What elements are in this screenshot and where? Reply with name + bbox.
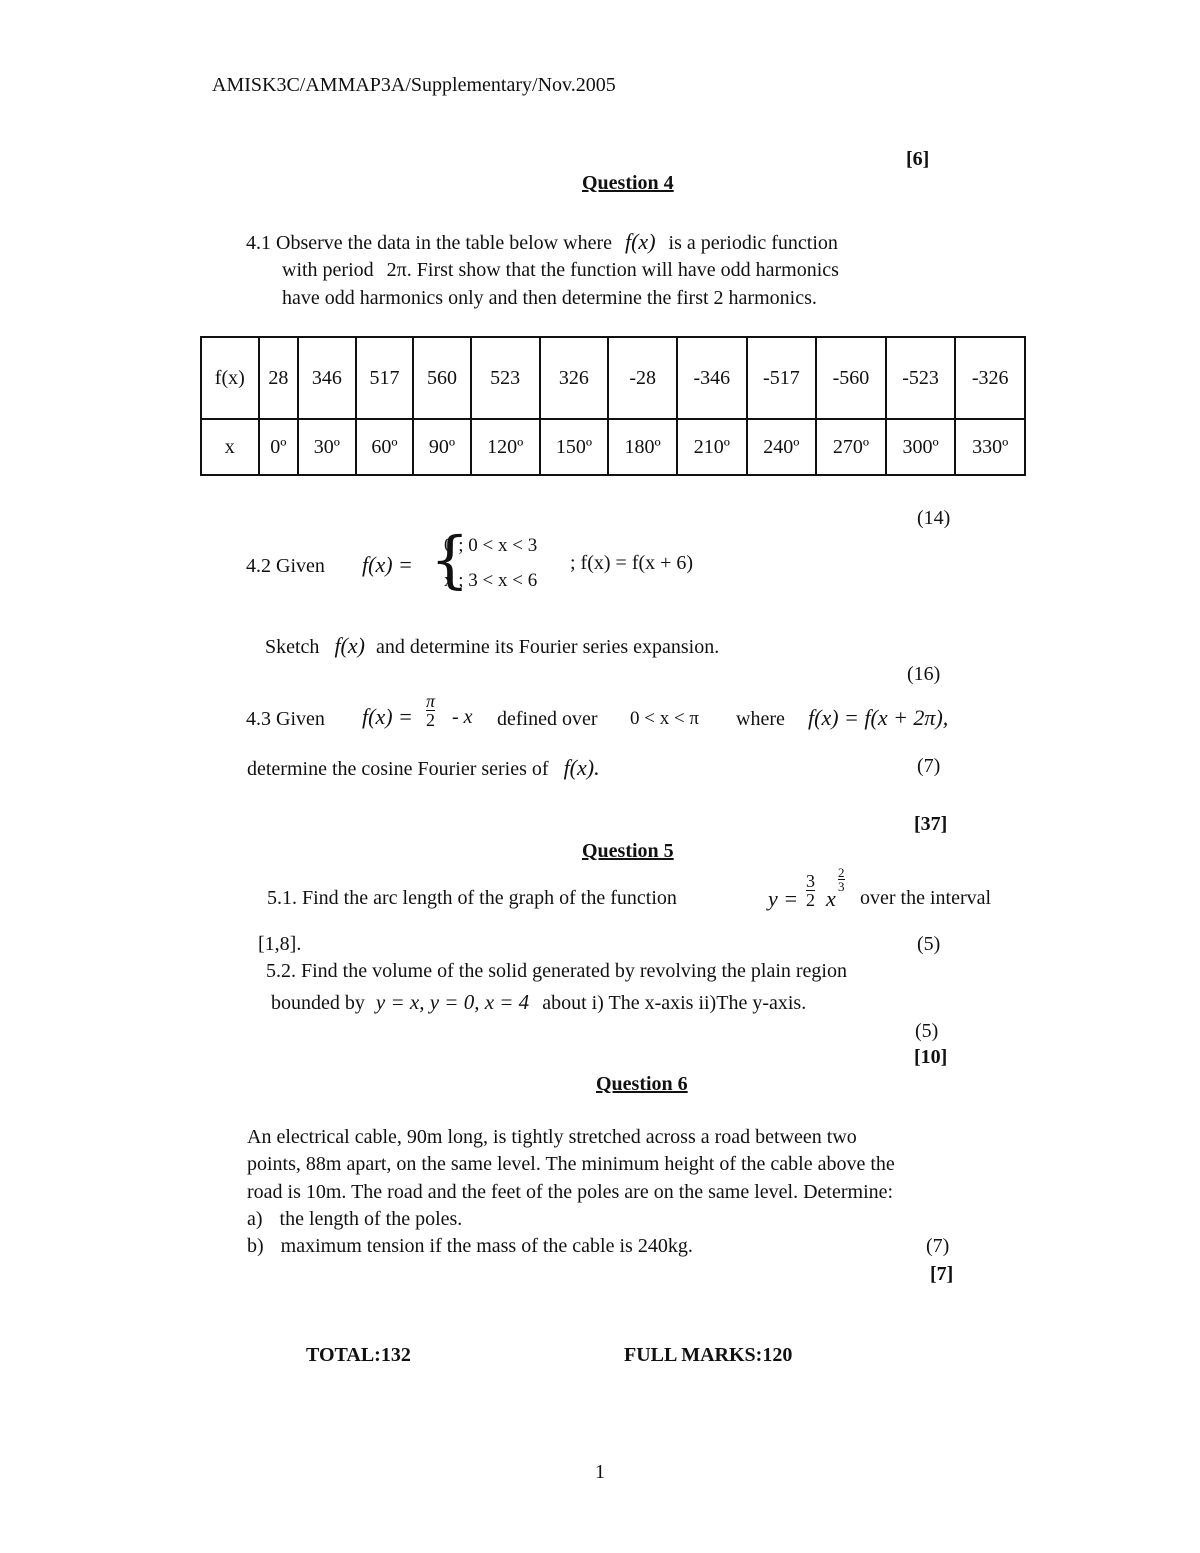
table-cell: 517 xyxy=(356,337,414,419)
table-cell: -560 xyxy=(816,337,886,419)
q43-line2 xyxy=(247,755,600,781)
table-cell: 240º xyxy=(747,419,817,475)
table-cell: 330º xyxy=(955,419,1025,475)
q52-text-b: about i) The x-axis ii)The y-axis. xyxy=(542,992,807,1014)
table-cell: 346 xyxy=(298,337,356,419)
q42-case1: 0 ; 0 < x < 3 xyxy=(444,535,538,556)
exam-total: TOTAL:132 xyxy=(306,1344,411,1366)
q42-sketch-line xyxy=(265,633,719,659)
q51-x: x xyxy=(826,886,836,911)
q41-line1 xyxy=(246,229,838,255)
mark-4-2: (16) xyxy=(907,663,941,685)
q6-item-b xyxy=(247,1235,693,1258)
q52-line2 xyxy=(271,990,806,1015)
mark-5-2: (5) xyxy=(915,1020,939,1042)
q43-defined: defined over xyxy=(497,708,598,730)
table-cell: 60º xyxy=(356,419,414,475)
q6-item-a-label: a) xyxy=(247,1208,263,1230)
q6-line1: An electrical cable, 90m long, is tightly stretched across a road between two xyxy=(247,1126,857,1148)
page-number: 1 xyxy=(595,1461,605,1483)
fraction-numerator: π xyxy=(426,691,436,711)
question-6-total: [7] xyxy=(930,1263,954,1285)
table-row-x xyxy=(201,419,1025,475)
full-marks: FULL MARKS:120 xyxy=(624,1344,793,1366)
table-cell: 180º xyxy=(608,419,677,475)
q41-text-b: is a periodic function xyxy=(668,232,838,254)
table-cell: -28 xyxy=(608,337,677,419)
q42-sketch-fx: f(x) xyxy=(334,633,365,658)
three-halves-fraction xyxy=(806,872,815,909)
fraction-denominator: 2 xyxy=(426,710,436,730)
q6-item-b-label: b) xyxy=(247,1235,264,1257)
mark-6: (7) xyxy=(926,1235,950,1257)
q51-text: 5.1. Find the arc length of the graph of the function xyxy=(267,887,677,909)
q43-periodic: f(x) = f(x + 2π), xyxy=(808,705,949,730)
table-cell: 30º xyxy=(298,419,356,475)
q52-line1: 5.2. Find the volume of the solid generated by revolving the plain region xyxy=(266,960,847,982)
table-cell: 210º xyxy=(677,419,747,475)
period-value: 2π. xyxy=(386,259,412,281)
table-cell: 523 xyxy=(471,337,540,419)
q42-periodicity: ; f(x) = f(x + 6) xyxy=(570,552,694,574)
q6-line2: points, 88m apart, on the same level. The minimum height of the cable above the xyxy=(247,1153,895,1175)
q41-text-d: First show that the function will have odd harmonics xyxy=(416,259,839,281)
q6-item-a xyxy=(247,1208,462,1231)
q43-line2-text: determine the cosine Fourier series of xyxy=(247,758,549,780)
q6-line3: road is 10m. The road and the feet of the poles are on the same level. Determine: xyxy=(247,1181,894,1203)
table-row-fx xyxy=(201,337,1025,419)
q51-interval: [1,8]. xyxy=(258,933,302,955)
document-header-code: AMISK3C/AMMAP3A/Supplementary/Nov.2005 xyxy=(212,74,616,96)
q43-where: where xyxy=(736,708,785,730)
table-cell: 150º xyxy=(540,419,609,475)
table-cell: 326 xyxy=(540,337,609,419)
q41-line2 xyxy=(282,259,839,282)
q43-line2-fx: f(x). xyxy=(563,755,600,780)
q43-minus-x: - x xyxy=(452,706,473,728)
table-cell-label: f(x) xyxy=(201,337,259,419)
fx-symbol: f(x) xyxy=(624,229,656,254)
question-5-total: [10] xyxy=(914,1046,948,1068)
q43-fx: f(x) = xyxy=(362,704,413,729)
table-cell: 0º xyxy=(259,419,299,475)
q41-line3: have odd harmonics only and then determine the first 2 harmonics. xyxy=(282,287,817,309)
exponent-denominator: 3 xyxy=(838,879,845,894)
table-cell: 300º xyxy=(886,419,956,475)
pi-over-two-fraction xyxy=(426,692,435,729)
table-cell: -326 xyxy=(955,337,1025,419)
table-cell: 270º xyxy=(816,419,886,475)
q52-equation: y = x, y = 0, x = 4 xyxy=(375,990,530,1014)
table-cell: -523 xyxy=(886,337,956,419)
q6-item-b-text: maximum tension if the mass of the cable is 240kg. xyxy=(280,1235,693,1257)
q6-item-a-text: the length of the poles. xyxy=(279,1208,463,1230)
q51-y: y = xyxy=(768,886,799,911)
mark-5-1: (5) xyxy=(917,933,941,955)
data-table xyxy=(200,336,1026,476)
exponent-fraction xyxy=(838,866,845,893)
question-5-title: Question 5 xyxy=(582,840,674,862)
exponent-numerator: 2 xyxy=(838,865,845,880)
q42-fx: f(x) = xyxy=(362,552,413,577)
q42-case2: x ; 3 < x < 6 xyxy=(444,570,538,591)
question-4-title: Question 4 xyxy=(582,172,674,194)
fraction-numerator: 3 xyxy=(806,871,815,891)
question-4-total: [37] xyxy=(914,813,948,835)
table-cell: 120º xyxy=(471,419,540,475)
table-cell: -346 xyxy=(677,337,747,419)
mark-4-3: (7) xyxy=(917,755,941,777)
q51-text-b: over the interval xyxy=(860,887,992,909)
q42-label: 4.2 Given xyxy=(246,555,325,577)
q41-text-c: with period xyxy=(282,259,374,281)
table-cell: 90º xyxy=(413,419,471,475)
piecewise-brace-icon: { xyxy=(430,523,470,596)
q43-range: 0 < x < π xyxy=(630,708,700,729)
q43-label: 4.3 Given xyxy=(246,708,325,730)
marks-total: [6] xyxy=(906,148,930,170)
q42-sketch-b: and determine its Fourier series expansion. xyxy=(375,636,720,658)
table-cell-label: x xyxy=(201,419,259,475)
q52-text-a: bounded by xyxy=(271,992,365,1014)
mark-4-1: (14) xyxy=(917,507,951,529)
q41-text-a: 4.1 Observe the data in the table below where xyxy=(246,232,612,254)
fraction-denominator: 2 xyxy=(806,890,815,910)
table-cell: 28 xyxy=(259,337,299,419)
table-cell: 560 xyxy=(413,337,471,419)
question-6-title: Question 6 xyxy=(596,1073,688,1095)
table-cell: -517 xyxy=(747,337,817,419)
q42-sketch-a: Sketch xyxy=(265,636,320,658)
